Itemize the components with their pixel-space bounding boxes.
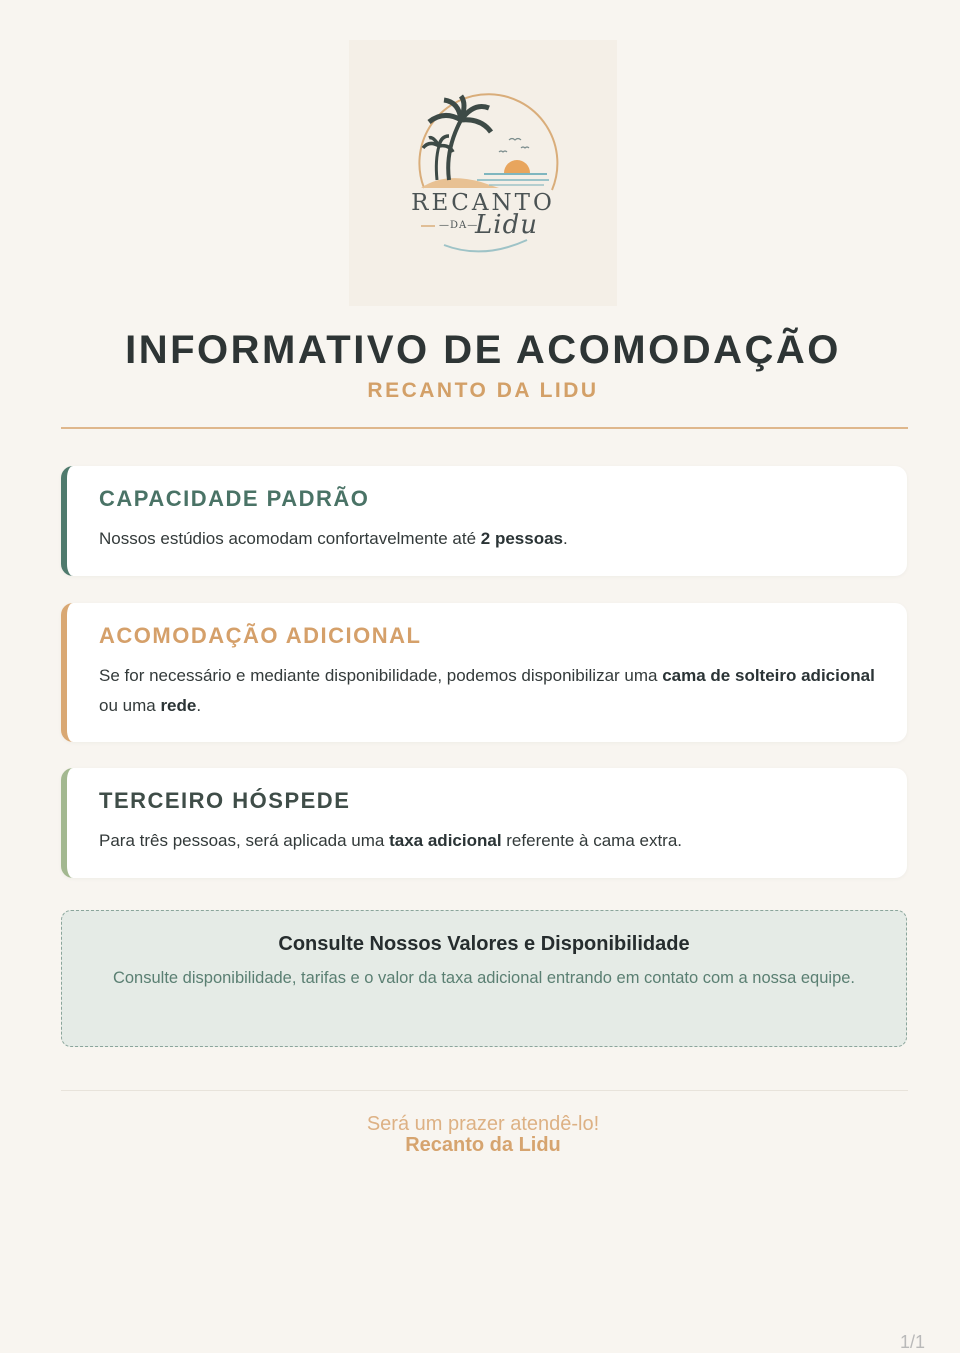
header-divider xyxy=(61,427,908,429)
section-text xyxy=(99,661,879,721)
logo-wordmark: RECANTO xyxy=(411,190,555,216)
section-text-part: . xyxy=(196,696,202,715)
section-card-capacity xyxy=(61,466,907,576)
section-text-bold: cama de solteiro adicional xyxy=(662,666,875,685)
page-title: INFORMATIVO DE ACOMODAÇÃO xyxy=(125,328,841,372)
logo-da: —DA— xyxy=(439,220,479,231)
section-text-part: Nossos estúdios acomodam confortavelmente até xyxy=(99,529,481,548)
contact-title: Consulte Nossos Valores e Disponibilidade xyxy=(278,933,690,955)
section-text xyxy=(99,524,879,554)
section-card-additional xyxy=(61,603,907,742)
section-text-part: referente à cama extra. xyxy=(501,831,683,850)
page-subtitle: RECANTO DA LIDU xyxy=(367,379,599,402)
section-text-part: ou uma xyxy=(99,696,161,715)
contact-box xyxy=(61,910,907,1047)
section-card-third-guest xyxy=(61,768,907,878)
logo xyxy=(349,40,617,306)
section-title: ACOMODAÇÃO ADICIONAL xyxy=(99,623,422,648)
footer-divider xyxy=(61,1090,908,1091)
palm-beach-icon xyxy=(349,40,617,306)
section-text-bold: 2 pessoas xyxy=(480,529,563,548)
contact-text: Consulte disponibilidade, tarifas e o valor da taxa adicional entrando em contato com a nossa equipe. xyxy=(112,969,856,987)
section-text-bold: taxa adicional xyxy=(389,831,502,850)
section-text-part: Para três pessoas, será aplicada uma xyxy=(99,831,390,850)
section-title: TERCEIRO HÓSPEDE xyxy=(99,788,351,813)
footer-greeting: Será um prazer atendê-lo! xyxy=(366,1113,600,1135)
page-number: 1/1 xyxy=(899,1332,925,1352)
section-title: CAPACIDADE PADRÃO xyxy=(99,486,370,511)
logo-script: Lidu xyxy=(475,210,538,240)
footer-brand: Recanto da Lidu xyxy=(405,1134,561,1156)
section-text-bold: rede xyxy=(160,696,197,715)
section-text-part: Se for necessário e mediante disponibilidade, podemos disponibilizar uma xyxy=(99,666,663,685)
section-text xyxy=(99,826,879,856)
section-text-part: . xyxy=(563,529,568,548)
